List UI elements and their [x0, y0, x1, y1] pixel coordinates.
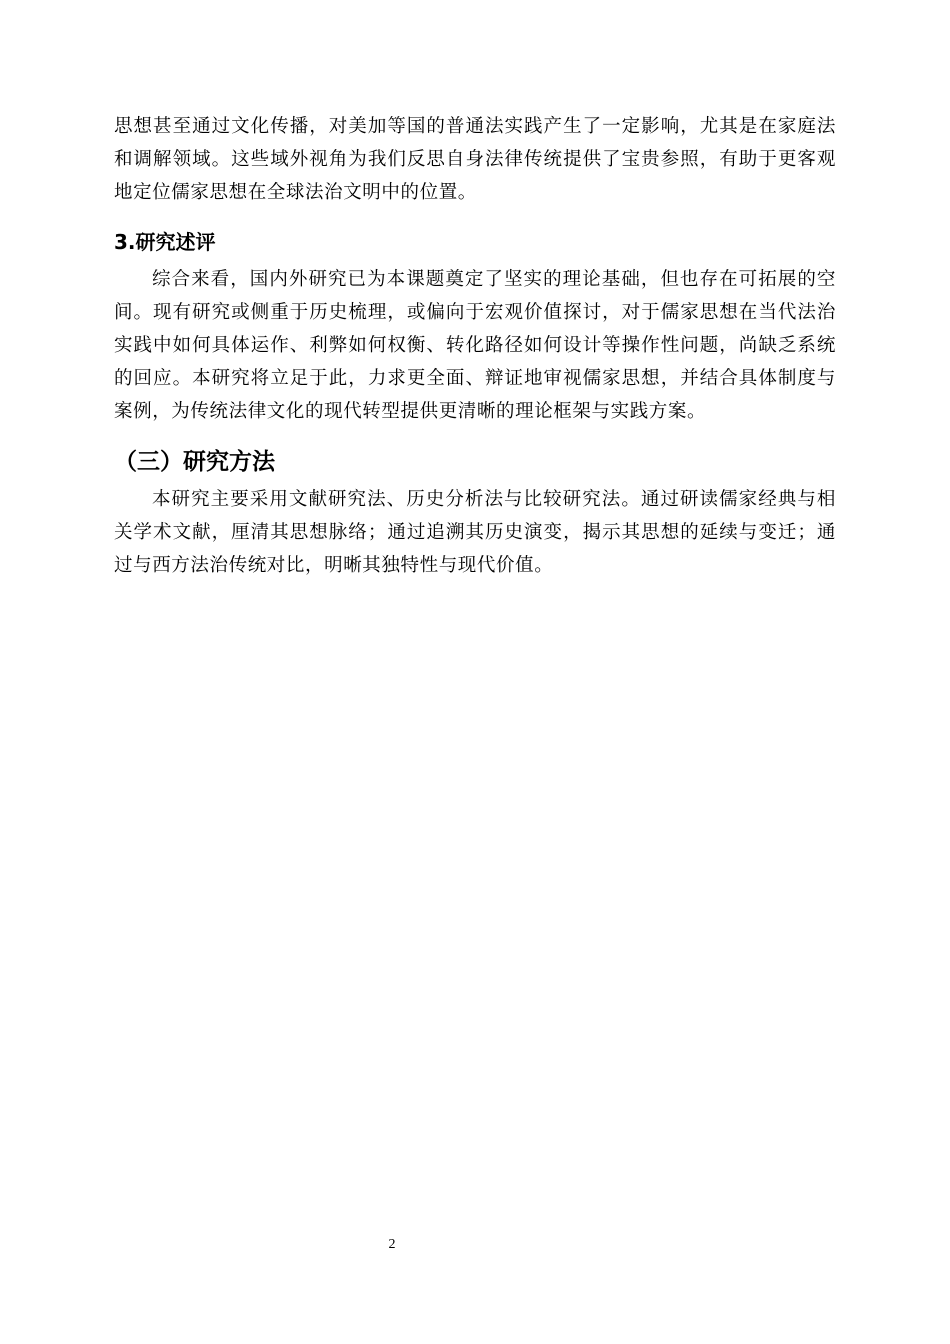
page-number: 2: [388, 1237, 396, 1252]
review-paragraph: 综合来看，国内外研究已为本课题奠定了坚实的理论基础，但也存在可拓展的空间。现有研究或侧重于历史梳理，或偏向于宏观价值探讨，对于儒家思想在当代法治实践中如何具体运作、利弊如何权衡、转化路径如何设计等操作性问题，尚缺乏系统的回应。本研究将立足于此，力求更全面、辩证地审视儒家思想，并结合具体制度与案例，为传统法律文化的现代转型提供更清晰的理论框架与实践方案。: [114, 269, 836, 422]
review-heading: 3.研究述评: [114, 230, 216, 254]
methods-paragraph: 本研究主要采用文献研究法、历史分析法与比较研究法。通过研读儒家经典与相关学术文献，厘清其思想脉络；通过追溯其历史演变，揭示其思想的延续与变迁；通过与西方法治传统对比，明晰其独特性与现代价值。: [114, 489, 836, 576]
intro-continuation-paragraph: 思想甚至通过文化传播，对美加等国的普通法实践产生了一定影响，尤其是在家庭法和调解领域。这些域外视角为我们反思自身法律传统提供了宝贵参照，有助于更客观地定位儒家思想在全球法治文明中的位置。: [114, 116, 836, 203]
methods-heading: （三）研究方法: [114, 449, 275, 475]
